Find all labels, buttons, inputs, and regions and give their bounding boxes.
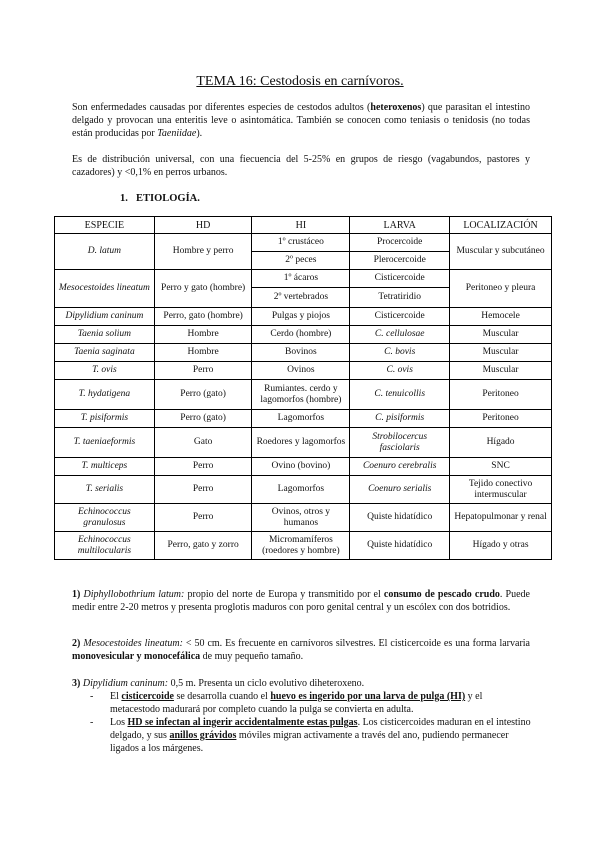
cell-especie: Taenia solium <box>55 326 155 344</box>
cell-hi: Ovinos <box>252 362 350 380</box>
etiology-table <box>54 216 552 560</box>
table-header-row <box>55 217 552 234</box>
cell-especie: D. latum <box>55 234 155 270</box>
cell-especie: T. pisiformis <box>55 410 155 428</box>
dash-bullet: - <box>90 717 94 728</box>
cell-larva: C. tenuicollis <box>350 380 450 410</box>
note-dipylidium: 3) Dipylidium caninum: 0,5 m. Presenta un ciclo evolutivo diheteroxeno. <box>72 678 365 689</box>
cell-larva: Plerocercoide <box>350 252 450 270</box>
cell-hi: Cerdo (hombre) <box>252 326 350 344</box>
cell-hd: Perro y gato (hombre) <box>154 270 252 308</box>
col-header-larva: LARVA <box>350 217 450 234</box>
cell-localizacion: Hemocele <box>450 308 552 326</box>
cell-especie: T. hydatigena <box>55 380 155 410</box>
intro-paragraph-1: Son enfermedades causadas por diferentes especies de cestodos adultos (heteroxenos) que parasitan el intestino delgado y provocan una enteritis leve o asintomática. También se conocen como teniasis o tenidosis (no todas están producidas por Taeniidae). <box>72 102 530 139</box>
list-item: - Los HD se infectan al ingerir accidentalmente estas pulgas. Los cisticercoides maduran en el intestino delgado, y sus anillos grávidos móviles migran activamente a través del ano, pudiendo permanecer ligados a los márgenes. <box>90 717 531 754</box>
table-row <box>55 270 552 288</box>
table-row <box>55 458 552 476</box>
cell-localizacion: Hígado y otras <box>450 532 552 560</box>
cell-hd: Perro <box>154 504 252 532</box>
cell-localizacion: Peritoneo <box>450 410 552 428</box>
cell-larva: Quiste hidatídico <box>350 504 450 532</box>
cell-hd: Perro, gato y zorro <box>154 532 252 560</box>
note-diphyllobothrium: 1) Diphyllobothrium latum: propio del norte de Europa y transmitido por el consumo de pescado crudo. Puede medir entre 2-20 metros y presenta proglotis maduros con poro genital central y un escólex con dos botridios. <box>72 589 530 613</box>
cell-especie: Dipylidium caninum <box>55 308 155 326</box>
cell-larva: Tetratiridio <box>350 288 450 308</box>
cell-larva: Procercoide <box>350 234 450 252</box>
cell-larva: C. cellulosae <box>350 326 450 344</box>
table-row <box>55 476 552 504</box>
cell-hi: 1º ácaros <box>252 270 350 288</box>
cell-hi: 2º peces <box>252 252 350 270</box>
page-title: TEMA 16: Cestodosis en carnívoros. <box>196 74 404 89</box>
cell-especie: Echinococcus multilocularis <box>55 532 155 560</box>
cell-localizacion: Peritoneo <box>450 380 552 410</box>
table-row <box>55 504 552 532</box>
cell-localizacion: Muscular <box>450 344 552 362</box>
cell-localizacion: Muscular <box>450 326 552 344</box>
cell-hi: 2º vertebrados <box>252 288 350 308</box>
table-row <box>55 428 552 458</box>
table-row <box>55 308 552 326</box>
table-row <box>55 234 552 252</box>
intro-paragraph-2: Es de distribución universal, con una fiecuencia del 5-25% en grupos de riesgo (vagabundos, pastores y cazadores) y <0,1% en perros urbanos. <box>72 154 530 178</box>
col-header-localizacion: LOCALIZACIÓN <box>450 217 552 234</box>
col-header-hi: HI <box>252 217 350 234</box>
cell-localizacion: SNC <box>450 458 552 476</box>
cell-hd: Perro <box>154 458 252 476</box>
table-row <box>55 362 552 380</box>
cell-especie: T. taeniaeformis <box>55 428 155 458</box>
cell-hi: Lagomorfos <box>252 410 350 428</box>
cell-localizacion: Muscular y subcutáneo <box>450 234 552 270</box>
cell-hi: Lagomorfos <box>252 476 350 504</box>
cell-hd: Hombre y perro <box>154 234 252 270</box>
cell-especie: Taenia saginata <box>55 344 155 362</box>
col-header-especie: ESPECIE <box>55 217 155 234</box>
table-row <box>55 380 552 410</box>
cell-especie: Echinococcus granulosus <box>55 504 155 532</box>
cell-larva: Coenuro cerebralis <box>350 458 450 476</box>
cell-hd: Hombre <box>154 344 252 362</box>
dipylidium-bullet-list <box>90 690 532 755</box>
cell-especie: T. ovis <box>55 362 155 380</box>
table-row <box>55 410 552 428</box>
cell-larva: Strobilocercus fasciolaris <box>350 428 450 458</box>
cell-hi: Micromamíferos (roedores y hombre) <box>252 532 350 560</box>
cell-hd: Perro, gato (hombre) <box>154 308 252 326</box>
cell-hi: Roedores y lagomorfos <box>252 428 350 458</box>
cell-localizacion: Peritoneo y pleura <box>450 270 552 308</box>
cell-localizacion: Hígado <box>450 428 552 458</box>
cell-hd: Perro <box>154 476 252 504</box>
cell-hd: Perro (gato) <box>154 410 252 428</box>
cell-localizacion: Muscular <box>450 362 552 380</box>
cell-localizacion: Hepatopulmonar y renal <box>450 504 552 532</box>
cell-hi: Ovinos, otros y humanos <box>252 504 350 532</box>
cell-hi: Bovinos <box>252 344 350 362</box>
section-number: 1. <box>120 193 128 204</box>
cell-larva: C. pisiformis <box>350 410 450 428</box>
cell-especie: Mesocestoides lineatum <box>55 270 155 308</box>
cell-larva: Cisticercoide <box>350 308 450 326</box>
cell-hd: Perro (gato) <box>154 380 252 410</box>
cell-larva: Quiste hidatídico <box>350 532 450 560</box>
cell-especie: T. multiceps <box>55 458 155 476</box>
table-row <box>55 326 552 344</box>
cell-hi: Ovino (bovino) <box>252 458 350 476</box>
table-row <box>55 344 552 362</box>
cell-larva: Cisticercoide <box>350 270 450 288</box>
cell-hd: Perro <box>154 362 252 380</box>
section-heading <box>120 193 200 204</box>
dash-bullet: - <box>90 691 94 702</box>
cell-especie: T. serialis <box>55 476 155 504</box>
cell-larva: C. bovis <box>350 344 450 362</box>
cell-hi: Pulgas y piojos <box>252 308 350 326</box>
cell-larva: C. ovis <box>350 362 450 380</box>
col-header-hd: HD <box>154 217 252 234</box>
table-row <box>55 532 552 560</box>
cell-hd: Gato <box>154 428 252 458</box>
note-mesocestoides: 2) Mesocestoides lineatum: < 50 cm. Es frecuente en carnívoros silvestres. El cisticercoide es una forma larvaria monovesicular y monocefálica de muy pequeño tamaño. <box>72 638 530 662</box>
cell-localizacion: Tejido conectivo intermuscular <box>450 476 552 504</box>
cell-larva: Coenuro serialis <box>350 476 450 504</box>
cell-hd: Hombre <box>154 326 252 344</box>
list-item: - El cisticercoide se desarrolla cuando el huevo es ingerido por una larva de pulga (HI) y el metacestodo madurará por completo cuando la pulga se convierta en adulta. <box>90 691 483 715</box>
cell-hi: 1º crustáceo <box>252 234 350 252</box>
cell-hi: Rumiantes. cerdo y lagomorfos (hombre) <box>252 380 350 410</box>
section-label: ETIOLOGÍA. <box>136 193 200 204</box>
